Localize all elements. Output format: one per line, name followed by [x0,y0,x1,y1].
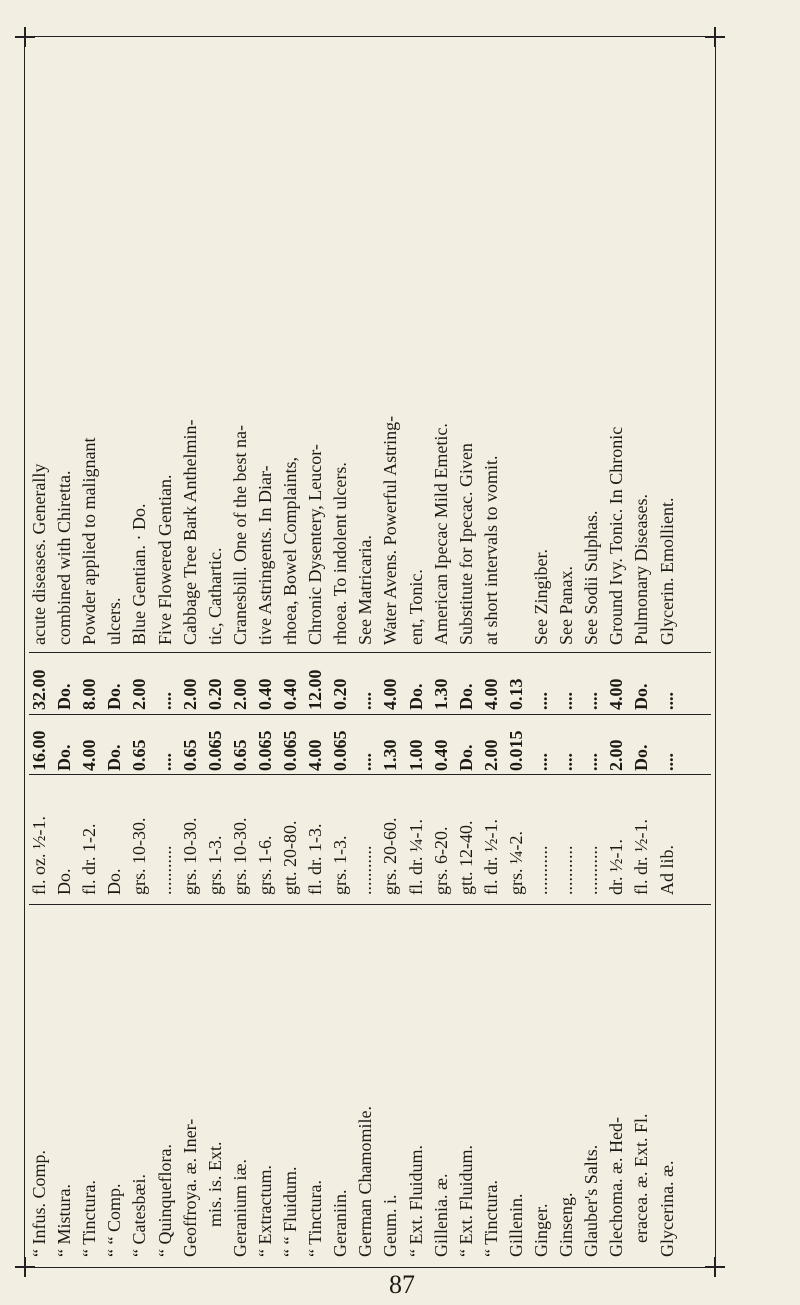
dose-min-grams: .... [531,753,551,771]
dose-text: grs. 20-60. [380,817,401,895]
dose-text: fl. dr. ½-1. [631,819,652,895]
dose-max-grams: 0.40 [280,678,300,710]
drug-name: “ “ Comp. [104,1183,125,1257]
table-row [531,35,551,1267]
properties-text: tive Astringents. In Diar- [254,465,275,645]
registration-mark [705,1257,725,1277]
dose-min-grams: 0.65 [229,739,250,771]
drug-name: German Chamomile. [355,1106,376,1257]
table-row [230,35,250,1267]
dose-min-grams: 0.065 [330,730,351,771]
table-row [581,35,601,1267]
table-row [431,35,451,1267]
drug-name: Glycerina. æ. [656,1160,677,1257]
properties-text: Pulmonary Diseases. [631,494,652,645]
drug-name: Ginger. [531,1203,551,1257]
dose-max-grams: Do. [104,683,125,710]
dose-text: grs. 10-30. [129,817,150,895]
dose-max-grams: 4.00 [380,678,401,710]
table-row [205,35,225,1267]
properties-text: Chronic Dysentery, Leucor- [305,444,326,645]
properties-text: See Sodii Sulphas. [581,510,602,645]
registration-mark [705,27,725,47]
dose-text: grs. 10-30. [229,817,250,895]
drug-name: “ “ Fluidum. [280,1166,300,1257]
dose-max-grams: Do. [54,683,75,710]
properties-text: tic, Cathartic. [204,547,225,645]
dose-max-grams: 2.00 [229,678,250,710]
dose-text: fl. dr. ¼-1. [405,819,426,895]
dose-text: Do. [54,868,75,895]
properties-text: ent, Tonic. [405,569,426,645]
table-row [79,35,99,1267]
drug-name: mis. is. Ext. [204,1141,225,1227]
drug-name: Geraniin. [330,1189,351,1257]
table-row [155,35,175,1267]
table-row [54,35,74,1267]
dose-max-grams: Do. [631,683,652,710]
properties-text: Ground Ivy. Tonic. In Chronic [606,426,627,645]
dose-min-grams: .... [355,753,376,771]
dose-max-grams: Do. [405,683,426,710]
properties-text: Powder applied to malignant [79,437,100,645]
dose-min-grams: .... [556,753,577,771]
dose-max-grams: 0.20 [330,678,351,710]
dose-min-grams: Do. [54,744,75,771]
dose-text: Do. [104,868,125,895]
table-row [406,35,426,1267]
dose-text: Ad lib. [656,844,677,895]
dose-text: grs. 10-30. [179,817,200,895]
dose-text: fl. dr. 1-3. [305,823,326,895]
properties-text: See Panax. [556,566,577,645]
properties-text: rhoea. To indolent ulcers. [330,462,351,645]
dose-text: gtt. 20-80. [280,820,300,895]
dose-text: fl. oz. ½-1. [29,816,49,895]
table-row [456,35,476,1267]
properties-text: American Ipecac Mild Emetic. [430,423,451,645]
table-row [104,35,124,1267]
table-row [556,35,576,1267]
dose-text: grs. 1-6. [254,835,275,895]
dose-text: fl. dr. 1-2. [79,823,100,895]
properties-text: Cranesbill. One of the best na- [229,425,250,645]
dose-text: ........... [154,845,175,895]
drug-name: “ Catesbæi. [129,1174,150,1257]
properties-text: at short intervals to vomit. [480,455,501,645]
dose-max-grams: 32.00 [29,669,49,710]
properties-text: acute diseases. Generally [29,463,49,645]
properties-text: combined with Chiretta. [54,470,75,645]
drug-name: Glauber's Salts. [581,1144,602,1257]
drug-name: eracea. æ. Ext. Fl. [631,1113,652,1243]
dose-max-grams: .... [581,692,602,710]
dose-min-grams: .... [656,753,677,771]
dose-text: grs. ¼-2. [505,831,526,895]
dose-min-grams: 0.065 [280,730,300,771]
dose-min-grams: 2.00 [480,739,501,771]
properties-text: Glycerin. Emollient. [656,497,677,645]
properties-text: Blue Gentian. · Do. [129,503,150,645]
table-row [355,35,375,1267]
table-row [657,35,677,1267]
dose-text: ........... [355,845,376,895]
dose-max-grams: .... [154,692,175,710]
dose-min-grams: 2.00 [606,739,627,771]
table-row [481,35,501,1267]
table-row [506,35,526,1267]
dose-max-grams: 4.00 [606,678,627,710]
properties-text: See Matricaria. [355,535,376,645]
dose-min-grams: 0.065 [254,730,275,771]
dose-min-grams: Do. [631,744,652,771]
dose-table [24,36,716,1268]
dose-min-grams: .... [581,753,602,771]
dose-min-grams: Do. [104,744,125,771]
dose-max-grams: .... [531,692,551,710]
dose-min-grams: 0.40 [430,739,451,771]
dose-text: ........... [581,845,602,895]
drug-name: “ Tinctura. [305,1179,326,1257]
table-row [330,35,350,1267]
properties-text: Cabbage Tree Bark Anthelmin- [179,419,200,645]
drug-name: Gillenia. æ. [430,1173,451,1257]
dose-max-grams: 12.00 [305,669,326,710]
table-row [29,35,49,1267]
dose-max-grams: .... [556,692,577,710]
drug-name: “ Tinctura. [480,1179,501,1257]
dose-min-grams: 0.065 [204,730,225,771]
properties-text: See Zingiber. [531,549,551,645]
dose-min-grams: 1.00 [405,739,426,771]
table-row [380,35,400,1267]
dose-text: grs. 1-3. [204,835,225,895]
drug-name: Glechoma. æ. Hed- [606,1117,627,1257]
dose-max-grams: 8.00 [79,678,100,710]
drug-name: Geum. i. [380,1194,401,1257]
dose-max-grams: 2.00 [129,678,150,710]
dose-max-grams: 0.40 [254,678,275,710]
drug-name: “ Quinqueflora. [154,1144,175,1257]
dose-max-grams: 2.00 [179,678,200,710]
table-row [180,35,200,1267]
dose-max-grams: 0.13 [505,678,526,710]
drug-name: “ Ext. Fluidum. [455,1145,476,1257]
properties-text: Water Avens. Powerful Astring- [380,415,401,645]
page-number: 87 [389,1270,415,1299]
drug-name: “ Extractum. [254,1165,275,1257]
dose-min-grams: 4.00 [305,739,326,771]
drug-name: Geoffroya. æ. Iner- [179,1118,200,1257]
drug-name: “ Infus. Comp. [29,1150,49,1257]
table-row [280,35,300,1267]
dose-max-grams: 0.20 [204,678,225,710]
table-row [129,35,149,1267]
dose-max-grams: 4.00 [480,678,501,710]
dose-max-grams: .... [355,692,376,710]
properties-text: rhoea, Bowel Complaints, [280,457,300,645]
properties-text: Substitute for Ipecac. Given [455,443,476,645]
drug-name: Ginseng. [556,1192,577,1257]
dose-max-grams: 1.30 [430,678,451,710]
drug-name: Gillenin. [505,1193,526,1257]
dose-min-grams: 0.65 [179,739,200,771]
dose-min-grams: .... [154,753,175,771]
dose-min-grams: Do. [455,744,476,771]
dose-text: dr. ½-1. [606,839,627,895]
dose-text: grs. 1-3. [330,835,351,895]
dose-text: gtt. 12-40. [455,820,476,895]
dose-min-grams: 0.015 [505,730,526,771]
dose-max-grams: .... [656,692,677,710]
table-row [631,35,651,1267]
dose-text: ........... [556,845,577,895]
dose-min-grams: 1.30 [380,739,401,771]
table-row [305,35,325,1267]
dose-text: fl. dr. ½-1. [480,819,501,895]
table-row [255,35,275,1267]
dose-max-grams: Do. [455,683,476,710]
drug-name: “ Tinctura. [79,1179,100,1257]
table-row [606,35,626,1267]
dose-min-grams: 4.00 [79,739,100,771]
dose-min-grams: 16.00 [29,730,49,771]
drug-name: “ Ext. Fluidum. [405,1145,426,1257]
properties-text: Five Flowered Gentian. [154,474,175,645]
drug-name: “ Mistura. [54,1184,75,1257]
drug-name: Geranium iæ. [229,1159,250,1257]
properties-text: ulcers. [104,597,125,645]
dose-text: ........... [531,845,551,895]
dose-min-grams: 0.65 [129,739,150,771]
dose-text: grs. 6-20. [430,826,451,895]
